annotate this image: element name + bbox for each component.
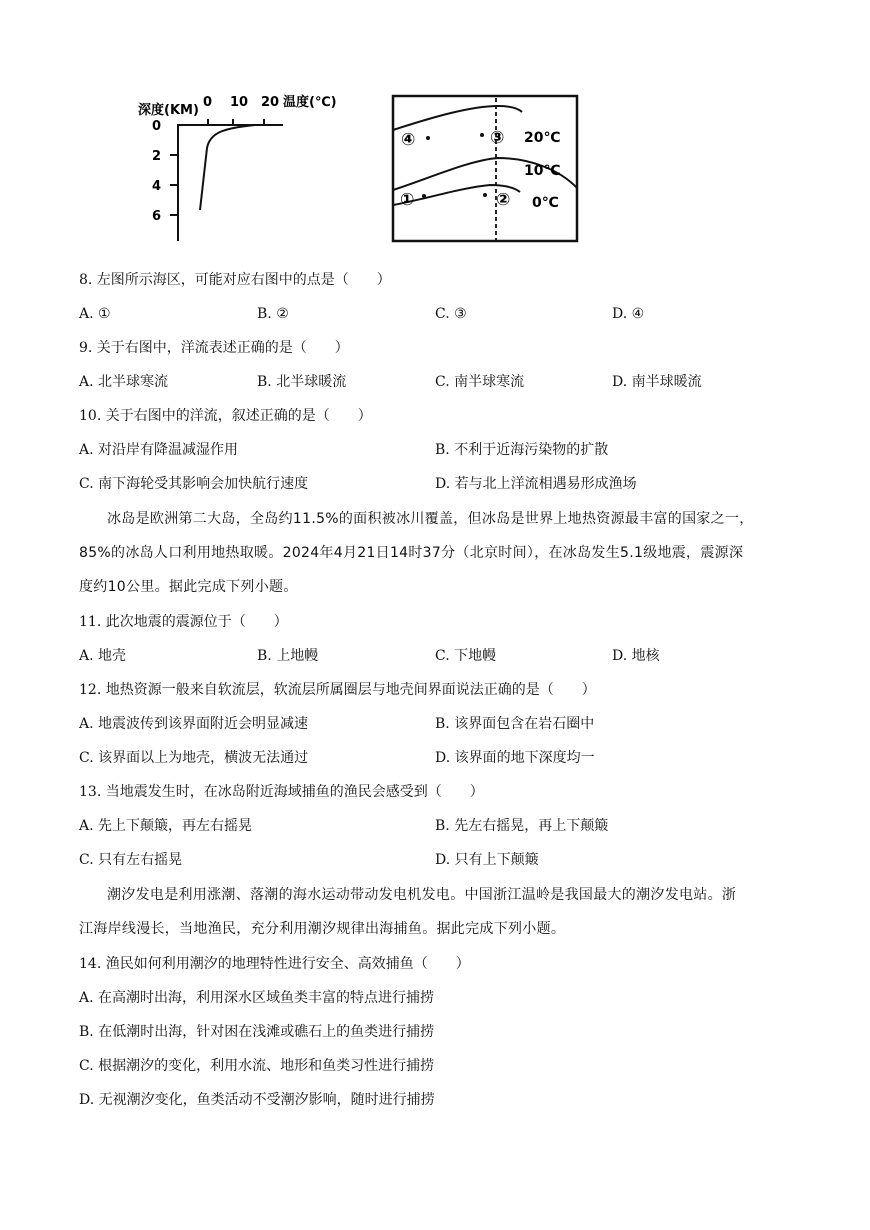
question-9-option-a: A. 北半球寒流 [79,374,169,390]
question-12-option-a: A. 地震波传到该界面附近会明显减速 [79,716,309,732]
figures [130,88,600,248]
question-14-option-d: D. 无视潮汐变化，鱼类活动不受潮汐影响，随时进行捕捞 [79,1092,435,1108]
question-11-option-b: B. 上地幔 [257,648,319,664]
question-9-option-d: D. 南半球暖流 [612,374,702,390]
question-9-option-c: C. 南半球寒流 [435,374,525,390]
question-12-option-b: B. 该界面包含在岩石圈中 [435,716,595,732]
question-13-option-c: C. 只有左右摇晃 [79,852,183,868]
question-8-option-a: A. ① [79,306,111,322]
depth-tick-0: 0 [152,119,162,134]
question-11-option-a: A. 地壳 [79,648,127,664]
isotherm-20 [393,106,522,130]
depth-tick-4: 4 [152,179,162,194]
question-10-option-d: D. 若与北上洋流相遇易形成渔场 [435,476,637,492]
question-14-option-a: A. 在高潮时出海，利用深水区域鱼类丰富的特点进行捕捞 [79,990,435,1006]
question-12-option-c: C. 该界面以上为地壳，横波无法通过 [79,750,309,766]
isotherm-label-10: 10℃ [524,163,561,179]
question-13-option-d: D. 只有上下颠簸 [435,852,539,868]
question-11-stem: 11. 此次地震的震源位于（ ） [79,614,288,630]
passage-iceland-line-1: 冰岛是欧洲第二大岛，全岛约11.5%的面积被冰川覆盖，但冰岛是世界上地热资源最丰富的国家之一， [107,511,754,527]
question-10-option-c: C. 南下海轮受其影响会加快航行速度 [79,476,309,492]
question-11-option-d: D. 地核 [612,648,660,664]
temp-tick-0: 0 [203,95,213,110]
question-12-option-d: D. 该界面的地下深度均一 [435,750,595,766]
question-13-stem: 13. 当地震发生时，在冰岛附近海域捕鱼的渔民会感受到（ ） [79,784,484,800]
isotherm-map-figure [393,96,577,241]
question-14-option-c: C. 根据潮汐的变化，利用水流、地形和鱼类习性进行捕捞 [79,1058,435,1074]
temperature-depth-figure [138,94,337,241]
depth-axis-label: 深度(KM) [138,103,199,118]
temp-tick-20: 20 [261,95,280,110]
question-13-option-b: B. 先左右摇晃，再上下颠簸 [435,818,609,834]
question-13-option-a: A. 先上下颠簸，再左右摇晃 [79,818,253,834]
passage-iceland-line-3: 度约10公里。据此完成下列小题。 [79,579,298,595]
isotherm-label-20: 20℃ [524,130,561,146]
point-2-label: ② [496,190,511,210]
question-8-option-b: B. ② [257,306,289,322]
question-10-stem: 10. 关于右图中的洋流，叙述正确的是（ ） [79,408,372,424]
temp-axis-label: 温度(℃) [283,95,337,110]
question-9-option-b: B. 北半球暖流 [257,374,347,390]
temperature-curve [200,125,255,210]
question-12-stem: 12. 地热资源一般来自软流层，软流层所属圈层与地壳间界面说法正确的是（ ） [79,682,596,698]
passage-iceland [79,502,791,604]
temp-tick-10: 10 [230,95,249,110]
question-10-option-b: B. 不利于近海污染物的扩散 [435,442,609,458]
figure-svg [130,88,600,248]
point-4-label: ④ [401,130,416,150]
depth-tick-2: 2 [152,149,162,164]
question-8-stem: 8. 左图所示海区，可能对应右图中的点是（ ） [79,272,391,288]
question-11-option-c: C. 下地幔 [435,648,497,664]
passage-iceland-line-2: 85%的冰岛人口利用地热取暖。2024年4月21日14时37分（北京时间），在冰岛发生5.1级地震，震源深 [79,545,744,561]
question-9-stem: 9. 关于右图中，洋流表述正确的是（ ） [79,340,349,356]
passage-tidal [79,878,791,946]
isotherm-label-0: 0℃ [532,195,559,211]
question-14-option-b: B. 在低潮时出海，针对困在浅滩或礁石上的鱼类进行捕捞 [79,1024,435,1040]
question-14-stem: 14. 渔民如何利用潮汐的地理特性进行安全、高效捕鱼（ ） [79,956,470,972]
passage-tidal-line-2: 江海岸线漫长，当地渔民，充分利用潮汐规律出海捕鱼。据此完成下列小题。 [79,921,566,937]
question-8-option-c: C. ③ [435,306,467,322]
depth-tick-6: 6 [152,209,162,224]
question-8-option-d: D. ④ [612,306,645,322]
point-3-label: ③ [490,128,505,148]
point-1-label: ① [400,190,415,210]
question-10-option-a: A. 对沿岸有降温减湿作用 [79,442,239,458]
passage-tidal-line-1: 潮汐发电是利用涨潮、落潮的海水运动带动发电机发电。中国浙江温岭是我国最大的潮汐发电站。浙 [107,887,737,903]
